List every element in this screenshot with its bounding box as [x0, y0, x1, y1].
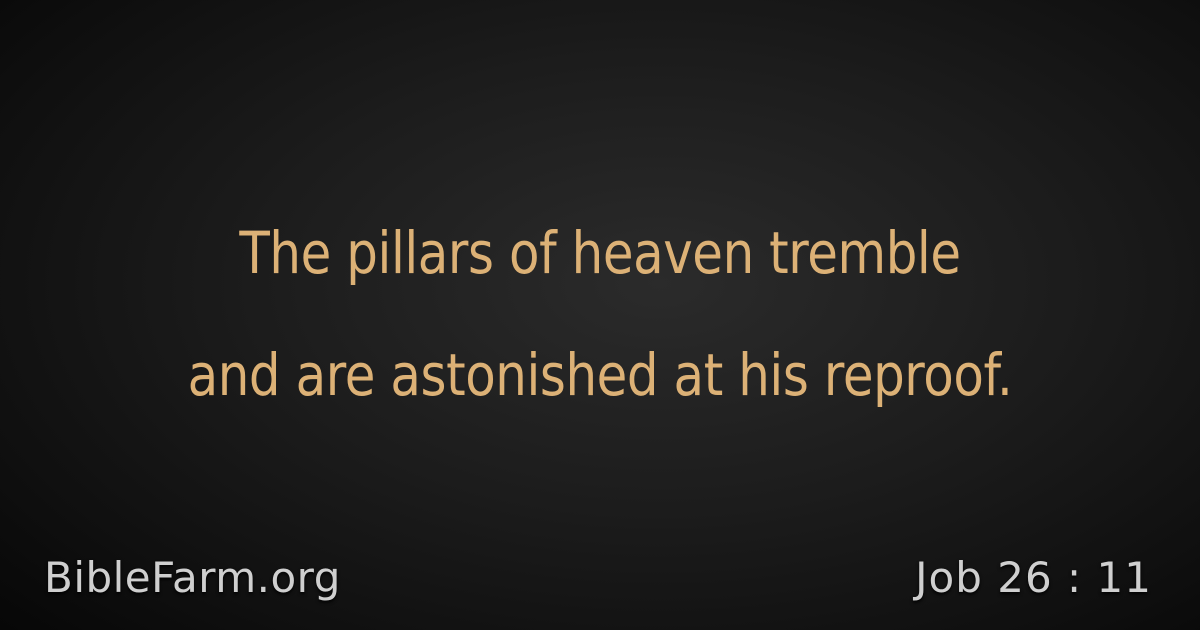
verse-text [84, 192, 1116, 436]
verse-line-1: The pillars of heaven tremble [239, 219, 961, 287]
verse-reference: Job 26 : 11 [915, 553, 1152, 602]
verse-line-2: and are astonished at his reproof. [187, 341, 1013, 409]
site-name: BibleFarm.org [44, 553, 341, 602]
